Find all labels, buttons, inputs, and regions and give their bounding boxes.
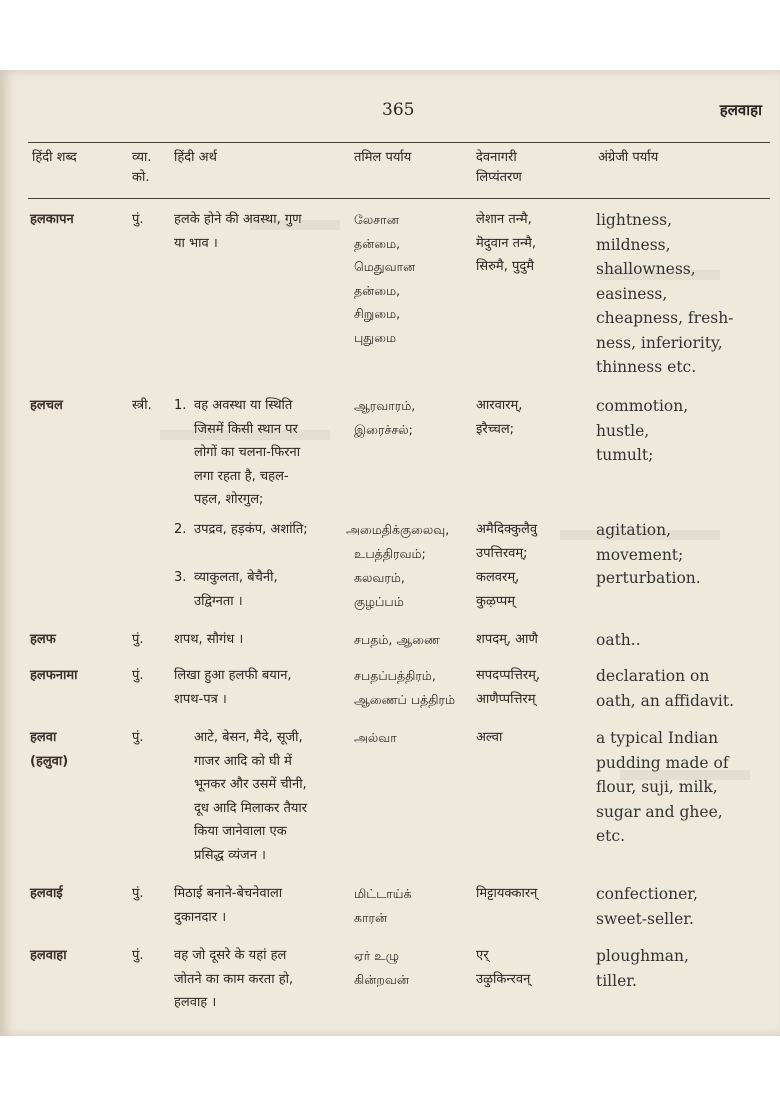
entry-english — [596, 208, 733, 380]
header-hindi-meaning: हिंदी अर्थ — [174, 150, 217, 165]
tamil-line: அமைதிக்குலைவு, — [346, 522, 450, 537]
sense-english — [596, 394, 688, 468]
entry-meaning — [194, 726, 307, 867]
english-line: tiller. — [596, 971, 637, 990]
translit-line: शपदम्, आणै — [476, 632, 538, 647]
tamil-line: புதுமை — [354, 329, 397, 345]
english-line: ness, inferiority, — [596, 333, 723, 352]
meaning-line: उद्विग्नता । — [194, 593, 243, 609]
entry-pos: पुं. — [132, 730, 144, 745]
entry-word: हलचल — [30, 398, 63, 413]
sense-translit — [476, 566, 519, 613]
entry-word: हलफ — [30, 632, 56, 647]
meaning-line: शपथ-पत्र । — [174, 691, 227, 707]
meaning-line: मिठाई बनाने-बेचनेवाला — [174, 886, 283, 901]
translit-line: एर् — [476, 948, 489, 963]
tamil-line: உபத்திரவம்; — [354, 545, 426, 561]
sense-number: 2. — [174, 522, 187, 537]
translit-line: सपदप्पत्तिरम्, — [476, 668, 541, 683]
sense-english — [596, 518, 683, 567]
entry-word: हलफनामा — [30, 668, 78, 683]
entry-translit — [476, 628, 538, 652]
translit-line: सिरुमै, पुदुमै — [476, 259, 535, 274]
translit-line: आणैप्पत्तिरम् — [476, 691, 536, 707]
tamil-line: தன்மை, — [354, 282, 401, 298]
tamil-line: அல்வா — [354, 730, 397, 745]
header-devanagari: देवनागरी लिप्यंतरण — [476, 150, 522, 185]
entry-pos: स्त्री. — [132, 398, 152, 413]
entry-translit — [476, 208, 536, 279]
translit-line: लेशान तन्मै, — [476, 212, 532, 227]
english-line: hustle, — [596, 421, 650, 440]
meaning-line: आटे, बेसन, मैदे, सूजी, — [194, 730, 303, 745]
english-line: perturbation. — [596, 569, 701, 587]
english-line: sweet-seller. — [596, 909, 694, 928]
entry-word: हलकापन — [30, 212, 74, 227]
sense-meaning — [174, 394, 346, 512]
meaning-line: जिसमें किसी स्थान पर — [194, 421, 298, 437]
entry-english — [596, 726, 729, 849]
sense-number: 3. — [174, 570, 187, 585]
running-head: हलवाहा — [719, 101, 762, 119]
header-hindi-word: हिंदी शब्द — [32, 150, 77, 165]
translit-line: मॆदुवान तन्मै, — [476, 235, 537, 251]
english-line: thinness etc. — [596, 358, 697, 376]
entry-tamil — [354, 882, 411, 929]
entry-tamil — [354, 208, 415, 349]
tamil-line: காரன் — [354, 909, 388, 925]
translit-line: आरवारम्, — [476, 398, 523, 413]
sense-translit — [476, 518, 537, 565]
tamil-line: மெதுவான — [354, 259, 416, 274]
translit-line: इरैच्चल; — [476, 421, 515, 437]
entry-word: हलवाहा — [30, 948, 67, 963]
sense-tamil — [354, 566, 405, 613]
meaning-line: वह जो दूसरे के यहां हल — [174, 948, 287, 963]
sense-english — [596, 566, 701, 591]
tamil-line: ஏர் உழு — [354, 948, 399, 963]
sense-meaning — [174, 566, 278, 613]
tamil-line: குழப்பம் — [354, 593, 404, 609]
meaning-line: लिखा हुआ हलफी बयान, — [174, 668, 292, 683]
meaning-line: गाजर आदि को घी में — [194, 753, 292, 769]
entry-translit — [476, 726, 502, 750]
translit-line: कलवरम्, — [476, 570, 520, 585]
bottom-margin — [0, 1036, 780, 1108]
meaning-line: लगा रहता है, चहल- — [194, 468, 289, 484]
english-line: etc. — [596, 827, 626, 845]
sense-number: 1. — [174, 398, 187, 413]
entry-pos: पुं. — [132, 886, 144, 901]
entry-translit — [476, 944, 530, 991]
tamil-line: கின்றவன் — [354, 971, 409, 987]
tamil-line: தன்மை, — [354, 235, 401, 251]
header-tamil-synonym: तमिल पर्याय — [354, 150, 412, 165]
english-line: cheapness, fresh- — [596, 309, 734, 327]
entry-english — [596, 944, 689, 993]
entry-tamil — [354, 664, 455, 711]
entry-translit — [476, 664, 540, 711]
entry-meaning — [174, 628, 243, 652]
entry-english — [596, 882, 698, 931]
meaning-line: दुकानदार । — [174, 909, 227, 925]
entry-english — [596, 664, 734, 713]
tamil-line: ஆரவாரம், — [354, 398, 416, 413]
entry-word: हलवाई — [30, 886, 63, 901]
entry-english — [596, 628, 641, 653]
tamil-line: கலவரம், — [354, 570, 405, 585]
dictionary-page — [0, 70, 780, 1036]
header-english-synonym: अंग्रेजी पर्याय — [598, 150, 659, 165]
top-rule — [28, 142, 770, 143]
page-number: 365 — [382, 100, 415, 120]
tamil-line: சிறுமை, — [354, 306, 401, 321]
english-line: lightness, — [596, 211, 673, 229]
translit-line: कुऴप्पम् — [476, 593, 516, 609]
headword-line: हलवा — [30, 730, 57, 745]
entry-tamil — [354, 726, 397, 750]
meaning-line: लोगों का चलना-फिरना — [194, 445, 301, 460]
tamil-line: ஆணைப் பத்திரம் — [354, 691, 456, 707]
meaning-line: या भाव । — [174, 235, 218, 251]
meaning-line: वह अवस्था या स्थिति — [194, 398, 293, 413]
entry-pos: पुं. — [132, 212, 144, 227]
tamil-line: சபதப்பத்திரம், — [354, 668, 436, 683]
sense-translit — [476, 394, 522, 441]
sense-tamil — [354, 394, 415, 441]
tamil-line: சபதம், ஆணை — [354, 632, 440, 647]
translit-line: उपत्तिरवम्; — [476, 545, 528, 561]
english-line: declaration on — [596, 667, 710, 685]
english-line: movement; — [596, 545, 684, 564]
entry-tamil — [354, 944, 409, 991]
translit-line: अल्वा — [476, 730, 503, 745]
sense-meaning — [174, 518, 308, 542]
translit-line: अमैदिक्कुलैवु — [476, 522, 538, 537]
translit-line: मिट्टायक्कारन् — [476, 886, 538, 901]
meaning-line: प्रसिद्ध व्यंजन । — [194, 847, 266, 863]
meaning-line: भूनकर और उसमें चीनी, — [194, 777, 307, 792]
header-grammar: व्या. को. — [132, 150, 152, 185]
meaning-line: शपथ, सौगंध । — [174, 632, 244, 647]
english-line: flour, suji, milk, — [596, 778, 718, 796]
english-line: oath, an affidavit. — [596, 691, 735, 710]
english-line: shallowness, — [596, 260, 696, 278]
english-line: commotion, — [596, 397, 689, 415]
english-line: pudding made of — [596, 753, 729, 772]
entry-meaning — [174, 208, 302, 255]
meaning-line: पहल, शोरगुल; — [194, 492, 264, 507]
english-line: easiness, — [596, 284, 668, 303]
english-line: tumult; — [596, 446, 654, 464]
tamil-line: லேசான — [354, 212, 399, 227]
entry-translit — [476, 882, 537, 906]
english-line: ploughman, — [596, 947, 689, 965]
english-line: mildness, — [596, 235, 671, 254]
entry-pos: पुं. — [132, 632, 144, 647]
meaning-line: दूध आदि मिलाकर तैयार — [194, 800, 308, 816]
meaning-line: हलके होने की अवस्था, गुण — [174, 212, 302, 227]
header-rule — [28, 198, 770, 199]
headword-variant: (हलुवा) — [30, 753, 69, 769]
meaning-line: उपद्रव, हड़कंप, अशांति; — [194, 522, 308, 537]
english-line: sugar and ghee, — [596, 802, 723, 821]
entry-word — [30, 726, 68, 773]
meaning-line: जोतने का काम करता हो, — [174, 971, 294, 987]
entry-tamil — [354, 628, 440, 652]
tamil-line: இரைச்சல்; — [354, 421, 413, 437]
english-line: agitation, — [596, 521, 672, 539]
entry-meaning — [174, 882, 282, 929]
english-line: oath.. — [596, 631, 641, 649]
entry-meaning — [174, 664, 292, 711]
sense-tamil — [346, 518, 449, 565]
translit-line: उऴुकिन्‍रवन् — [476, 971, 531, 987]
entry-meaning — [174, 944, 293, 1015]
english-line: confectioner, — [596, 885, 698, 903]
meaning-line: व्याकुलता, बेचैनी, — [194, 570, 278, 585]
entry-pos: पुं. — [132, 668, 144, 683]
tamil-line: மிட்டாய்க் — [354, 886, 412, 901]
english-line: a typical Indian — [596, 729, 719, 747]
meaning-line: किया जानेवाला एक — [194, 824, 287, 839]
entry-pos: पुं. — [132, 948, 144, 963]
meaning-line: हलवाह । — [174, 995, 217, 1010]
